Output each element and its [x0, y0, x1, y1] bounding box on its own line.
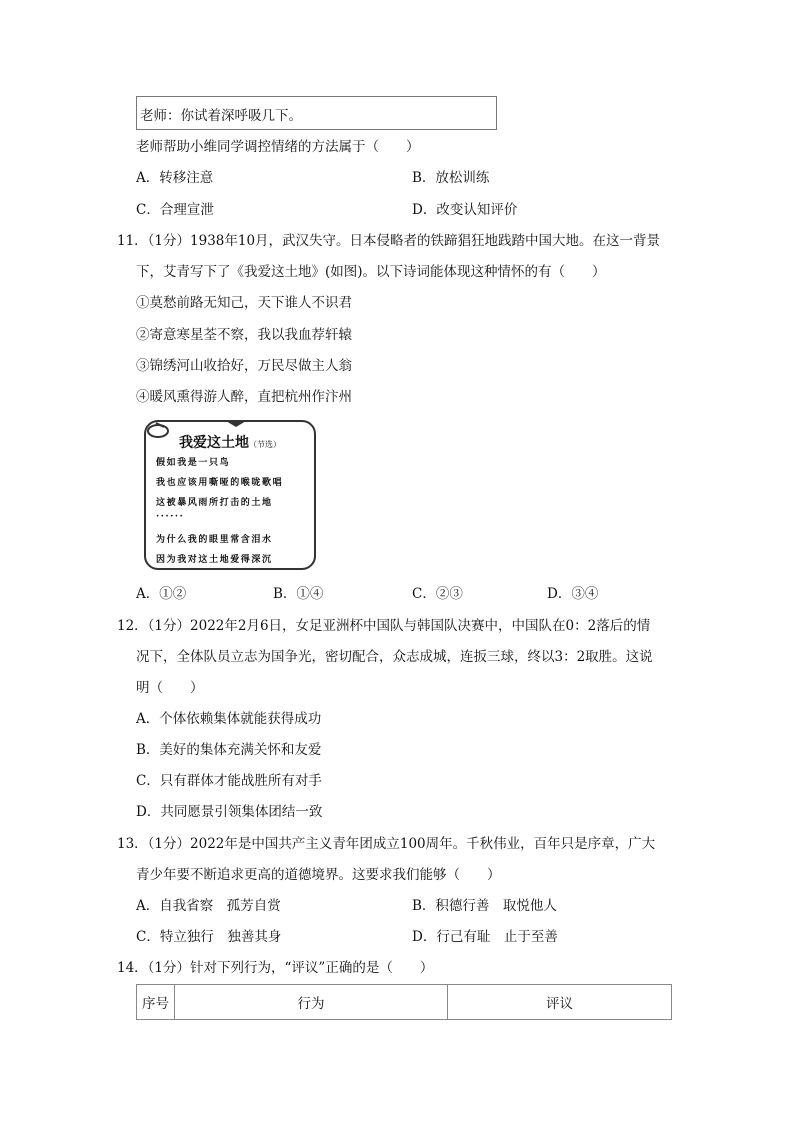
q13-line1: 13．（1分）2022年是中国共产主义青年团成立100周年。千秋伟业，百年只是序章，广大 — [117, 836, 656, 852]
q11-item-3: ③锦绣河山收拾好，万民尽做主人翁 — [136, 358, 352, 374]
q13-option-b: B．积德行善 取悦他人 — [412, 898, 557, 914]
q12-line3: 明（ ） — [136, 680, 204, 696]
q13-option-a: A．自我省察 孤芳自赏 — [136, 898, 281, 914]
quote-box — [136, 96, 497, 130]
q10-option-c: C．合理宣泄 — [136, 202, 214, 218]
q14-table — [136, 984, 672, 1020]
poem-line: ······ — [156, 512, 185, 522]
q11-line2: 下，艾青写下了《我爱这土地》(如图)。以下诗词能体现这种情怀的有（ ） — [136, 264, 606, 280]
q11-item-2: ②寄意寒星荃不察，我以我血荐轩辕 — [136, 327, 352, 343]
poem-line: 这被暴风雨所打击的土地 — [156, 498, 273, 508]
poem-image — [144, 420, 316, 570]
q11-option-d: D．③④ — [547, 586, 599, 602]
q12-option-a: A．个体依赖集体就能获得成功 — [136, 711, 322, 727]
q11-option-b: B．①④ — [273, 586, 324, 602]
poem-line: 假如我是一只鸟 — [156, 458, 231, 468]
q12-option-b: B．美好的集体充满关怀和友爱 — [136, 742, 322, 758]
q12-line2: 况下，全体队员立志为国争光，密切配合，众志成城，连扳三球，终以3：2取胜。这说 — [136, 649, 653, 665]
table-header-cell: 序号 — [137, 985, 175, 1020]
q13-option-c: C．特立独行 独善其身 — [136, 929, 282, 945]
q12-option-d: D．共同愿景引领集体团结一致 — [136, 804, 323, 820]
q10-question: 老师帮助小维同学调控情绪的方法属于（ ） — [136, 139, 420, 155]
q10-option-a: A．转移注意 — [136, 170, 214, 186]
q13-line2: 青少年要不断追求更高的道德境界。这要求我们能够（ ） — [136, 867, 501, 883]
table-header-cell: 行为 — [175, 985, 448, 1020]
q13-option-d: D．行己有耻 止于至善 — [412, 929, 558, 945]
q11-option-c: C．②③ — [412, 586, 463, 602]
poem-line: 我也应该用嘶哑的喉咙歌唱 — [156, 478, 284, 488]
q11-line1: 11．（1分）1938年10月，武汉失守。日本侵略者的铁蹄猖狂地践踏中国大地。在这一背景 — [117, 233, 661, 249]
table-header-cell: 评议 — [448, 985, 672, 1020]
quote-text: 老师：你试着深呼吸几下。 — [140, 108, 302, 124]
poem-title: 我爱这土地（节选） — [179, 435, 281, 451]
poem-subtitle: （节选） — [249, 440, 281, 449]
q10-option-b: B．放松训练 — [412, 170, 490, 186]
q12-option-c: C．只有群体才能战胜所有对手 — [136, 773, 322, 789]
q11-item-4: ④暖风熏得游人醉，直把杭州作汴州 — [136, 389, 352, 405]
poem-line: 为什么我的眼里常含泪水 — [156, 535, 273, 545]
q14-line1: 14．（1分）针对下列行为，“评议”正确的是（ ） — [117, 960, 434, 976]
q11-item-1: ①莫愁前路无知己，天下谁人不识君 — [136, 295, 352, 311]
poem-line: 因为我对这土地爱得深沉 — [156, 555, 273, 565]
q12-line1: 12．（1分）2022年2月6日，女足亚洲杯中国队与韩国队决赛中，中国队在0：2落后的情 — [117, 618, 651, 634]
q11-option-a: A．①② — [136, 586, 187, 602]
q10-option-d: D．改变认知评价 — [412, 202, 518, 218]
table-header-row — [137, 985, 672, 1020]
